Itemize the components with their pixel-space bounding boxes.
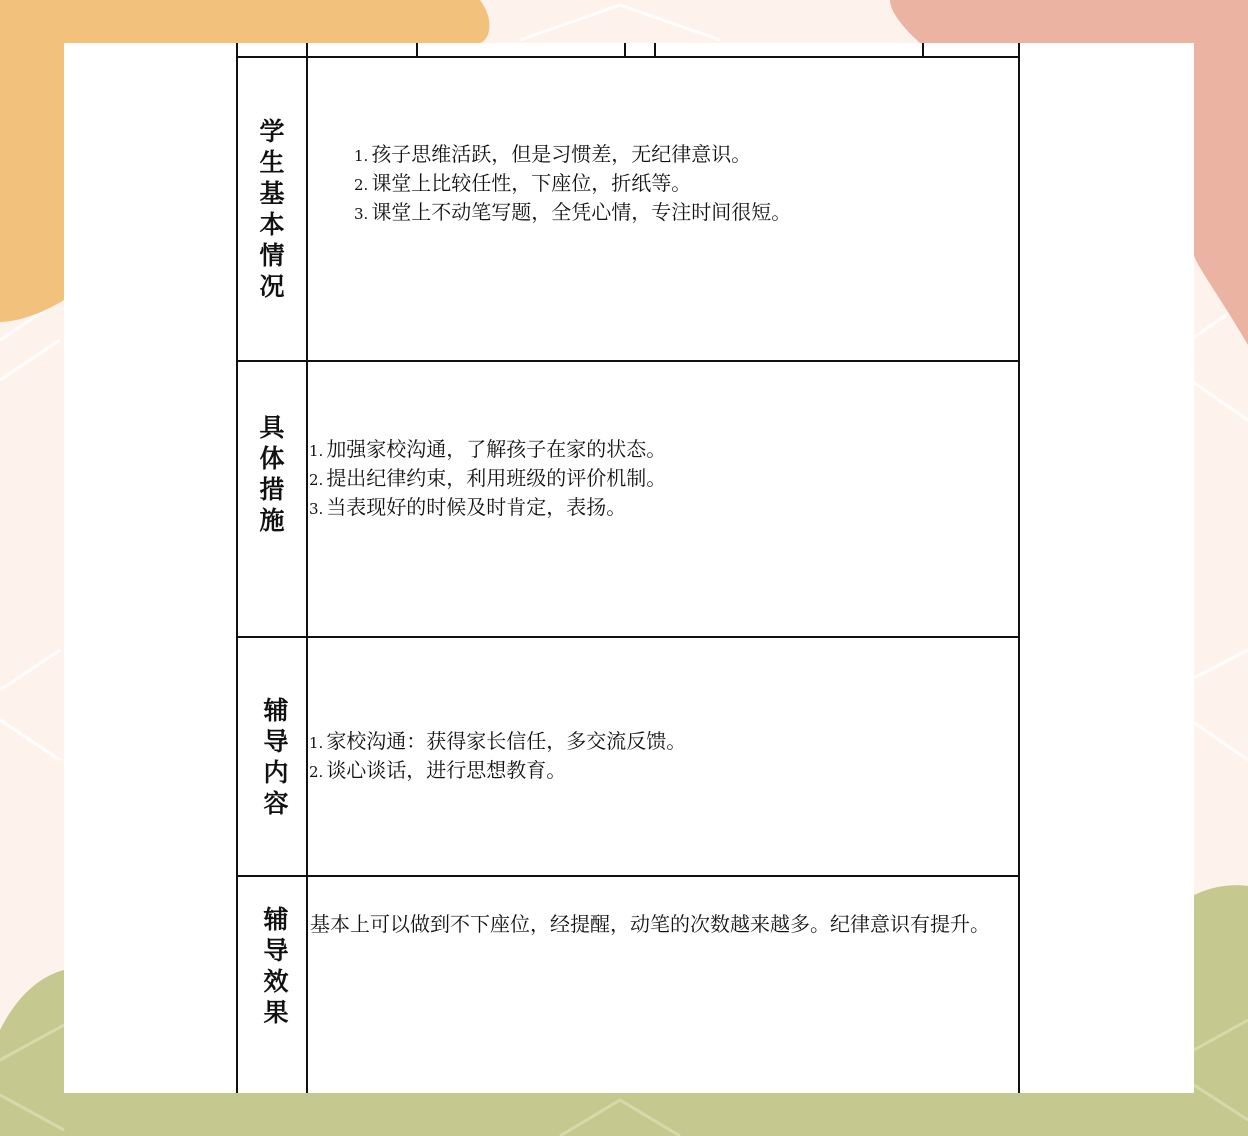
row-label-measures: 具体措施 (259, 413, 285, 535)
row-label-cell (237, 637, 307, 876)
list-item: 3. 当表现好的时候及时肯定，表扬。 (309, 494, 627, 519)
row-content-cell (307, 361, 1019, 637)
counseling-content-list (308, 728, 1018, 786)
table-row-counseling-content (237, 637, 1019, 876)
row-content-cell (307, 637, 1019, 876)
row-content-cell (307, 57, 1019, 361)
list-item: 1. 家校沟通：获得家长信任，多交流反馈。 (309, 728, 687, 753)
table-header-row-remnant (237, 43, 1019, 57)
table-row-student-situation (237, 57, 1019, 361)
table-row-counseling-effect (237, 876, 1019, 1093)
list-item: 2. 提出纪律约束，利用班级的评价机制。 (309, 465, 667, 490)
list-item: 1. 加强家校沟通，了解孩子在家的状态。 (309, 436, 667, 461)
row-label-cell (237, 876, 307, 1093)
list-item: 3. 课堂上不动笔写题，全凭心情，专注时间很短。 (354, 199, 792, 224)
list-item: 2. 谈心谈话，进行思想教育。 (309, 757, 567, 782)
counseling-record-table (236, 43, 1020, 1093)
row-label-counseling-effect: 辅导效果 (263, 905, 289, 1027)
document-page (64, 43, 1194, 1093)
table-row-measures (237, 361, 1019, 637)
row-label-counseling-content: 辅导内容 (263, 695, 289, 818)
student-situation-list (308, 141, 1018, 228)
row-label-cell (237, 361, 307, 637)
counseling-effect-text: 基本上可以做到不下座位，经提醒，动笔的次数越来越多。纪律意识有提升。 (310, 912, 990, 936)
list-item: 1. 孩子思维活跃，但是习惯差，无纪律意识。 (354, 141, 752, 166)
list-item: 2. 课堂上比较任性，下座位，折纸等。 (354, 170, 692, 195)
measures-list (308, 436, 1018, 523)
row-content-cell (307, 876, 1019, 1093)
row-label-cell (237, 57, 307, 361)
row-label-student-situation: 学生基本情况 (259, 117, 285, 301)
